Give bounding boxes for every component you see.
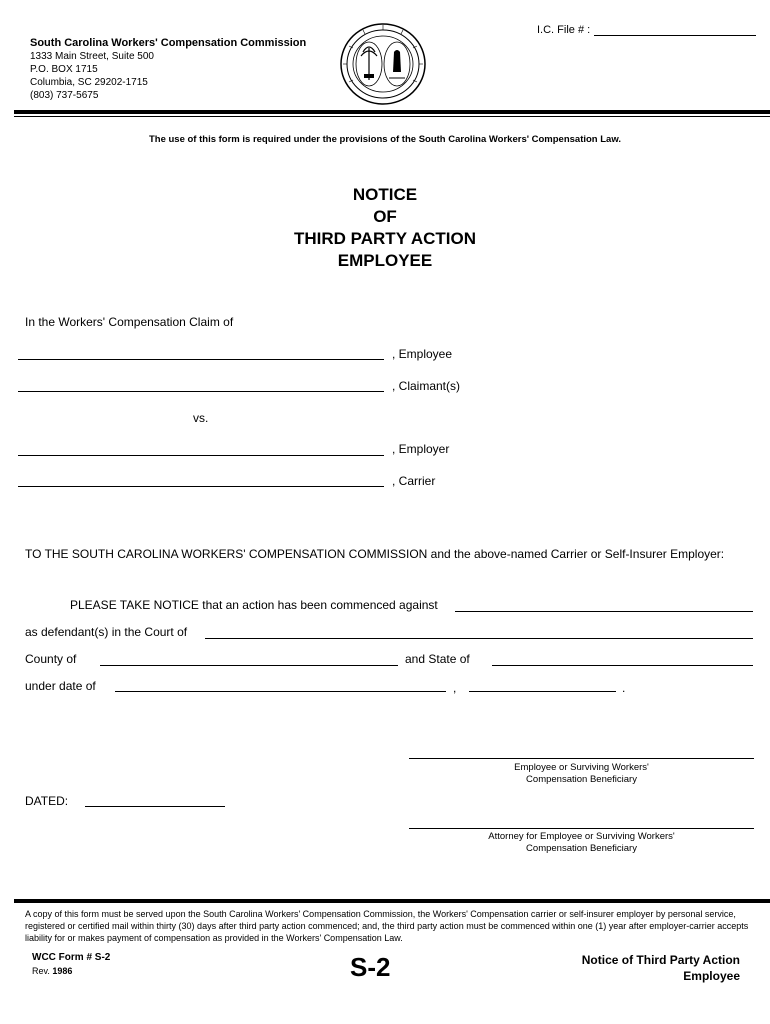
title-line: EMPLOYEE [337,251,433,270]
caption-line: Attorney for Employee or Surviving Workers' [488,831,675,842]
carrier-field[interactable] [18,486,384,487]
carrier-label: , Carrier [392,474,436,488]
form-number: WCC Form # S-2 [32,952,111,963]
employer-label: , Employer [392,442,450,456]
dated-label: DATED: [25,794,69,808]
court-field[interactable] [205,638,753,639]
attorney-signature-field[interactable] [409,828,754,829]
year-field[interactable] [469,691,616,692]
date-field[interactable] [115,691,446,692]
title-line: NOTICE [352,185,418,204]
claimant-label: , Claimant(s) [392,379,461,393]
state-field[interactable] [492,665,753,666]
footer-form-title [582,952,740,984]
address-to-commission: TO THE SOUTH CAROLINA WORKERS' COMPENSATION COMMISSION and the above-named Carrier or Self-Insurer Employer: [25,547,725,561]
header-divider-thin [14,116,770,117]
footer-note: A copy of this form must be served upon the South Carolina Workers' Compensation Commission, the Workers' Compensation carrier or self-insurer employer by personal service, registered or certified mail within thirty (30) days after third party action commenced; and, the third party action must be commenced within one (1) year after employer-carrier accepts liability for or makes payment of compensation as provided in the Workers' Compensation Law. [25,909,749,943]
header-divider [14,110,770,114]
caption-line: Employee or Surviving Workers' [514,762,649,773]
org-address [30,50,154,102]
usage-notice: The use of this form is required under the provisions of the South Carolina Workers' Compensation Law. [148,134,622,145]
employee-signature-caption [409,762,754,786]
county-label: County of [25,652,77,666]
employee-field[interactable] [18,359,384,360]
address-line: (803) 737-5675 [30,90,99,101]
claimant-field[interactable] [18,391,384,392]
caption-line: Compensation Beneficiary [526,774,637,785]
address-line: P.O. BOX 1715 [30,64,98,75]
revision-label: Rev. [32,966,50,976]
attorney-signature-caption [409,831,754,855]
under-date-label: under date of [25,679,96,693]
title-line: THIRD PARTY ACTION [294,229,476,248]
vs-label: vs. [193,411,209,425]
footer-title-line: Notice of Third Party Action [581,953,740,967]
defendant-name-field[interactable] [455,611,753,612]
claim-intro: In the Workers' Compensation Claim of [25,315,234,329]
employee-signature-field[interactable] [409,758,754,759]
form-code-large: S-2 [350,952,391,982]
title-line: OF [373,207,397,226]
date-comma: , [453,681,457,695]
dated-field[interactable] [85,806,225,807]
please-take-notice: PLEASE TAKE NOTICE that an action has been commenced against [70,598,438,612]
court-label: as defendant(s) in the Court of [25,625,188,639]
file-number-label: I.C. File # : [537,24,591,36]
employee-label: , Employee [392,347,453,361]
revision-year: 1986 [52,966,73,976]
footer-divider [14,899,770,903]
caption-line: Compensation Beneficiary [526,843,637,854]
file-number-field[interactable] [594,35,756,36]
state-label: and State of [405,652,470,666]
address-line: 1333 Main Street, Suite 500 [30,51,154,62]
employer-field[interactable] [18,455,384,456]
state-seal-image [339,22,427,106]
county-field[interactable] [100,665,398,666]
form-title [0,184,770,272]
footer-title-line: Employee [683,969,740,983]
date-period: . [622,681,626,695]
revision [32,966,72,976]
address-line: Columbia, SC 29202-1715 [30,77,148,88]
org-name: South Carolina Workers' Compensation Commission [30,37,307,49]
